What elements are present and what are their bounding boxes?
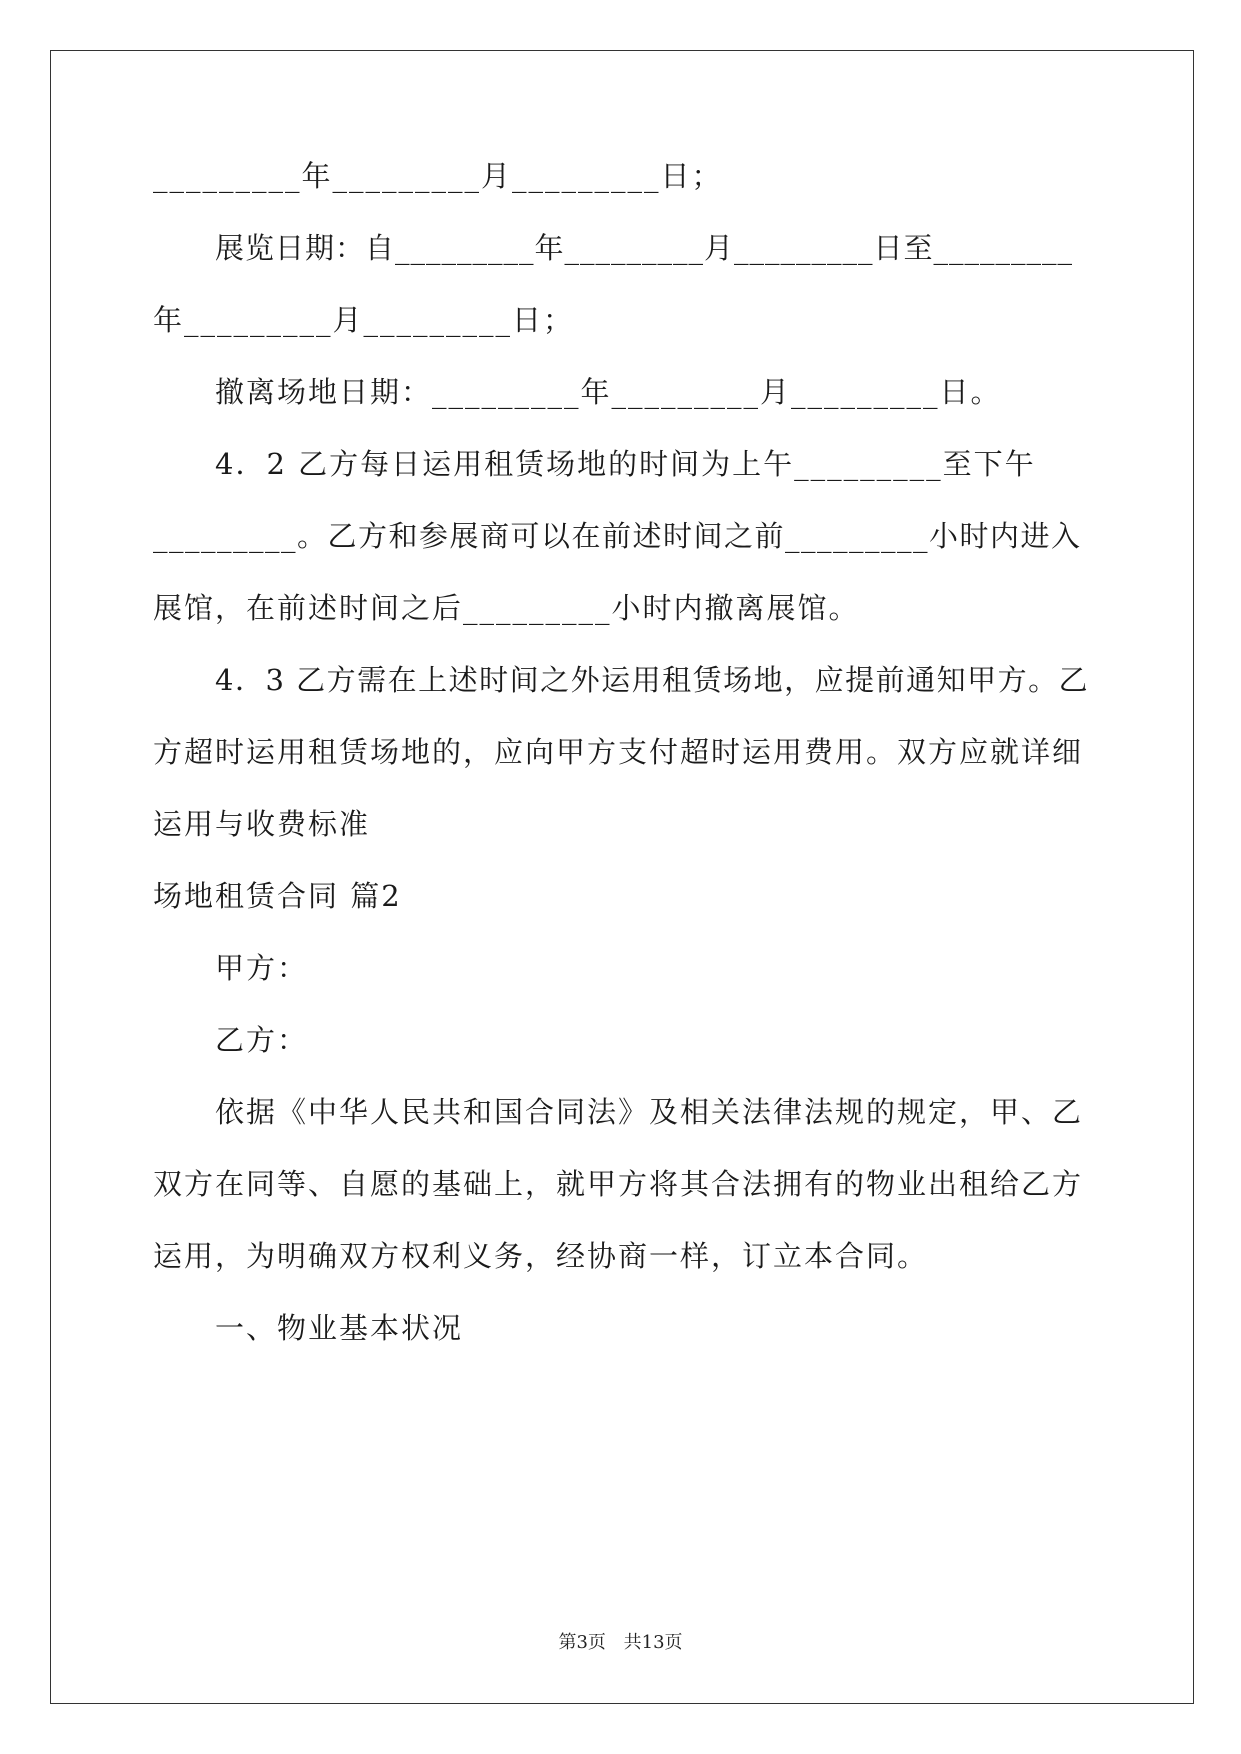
text-line: 运用，为明确双方权利义务，经协商一样，订立本合同。 [153,1239,929,1273]
text-line: 展馆，在前述时间之后_________小时内撤离展馆。 [153,591,860,625]
party-b-label: 乙方： [215,1023,309,1057]
total-pages: 共13页 [623,1632,683,1653]
page-footer [0,1631,1241,1655]
text-line: 依据《中华人民共和国合同法》及相关法律法规的规定，甲、乙 [215,1095,1084,1129]
text-line: 运用与收费标准 [153,807,371,841]
text-line: _________。乙方和参展商可以在前述时间之前_________小时内进入 [153,519,1082,553]
page-number: 第3页 [558,1632,606,1653]
text-line: 4．2 乙方每日运用租赁场地的时间为上午_________至下午 [215,447,1036,481]
party-a-label: 甲方： [215,951,309,985]
text-line: 双方在同等、自愿的基础上，就甲方将其合法拥有的物业出租给乙方 [153,1167,1084,1201]
section-title: 一、物业基本状况 [215,1311,464,1345]
section-heading: 场地租赁合同 篇2 [153,879,402,913]
text-line: _________年_________月_________日； [153,159,723,193]
text-line: 年_________月_________日； [153,303,575,337]
text-line: 4．3 乙方需在上述时间之外运用租赁场地，应提前通知甲方。乙 [215,663,1090,697]
text-line: 方超时运用租赁场地的，应向甲方支付超时运用费用。双方应就详细 [153,735,1084,769]
text-line: 撤离场地日期：_________年_________月_________日。 [215,375,1002,409]
text-line: 展览日期：自_________年_________月_________日至_________ [215,231,1074,265]
